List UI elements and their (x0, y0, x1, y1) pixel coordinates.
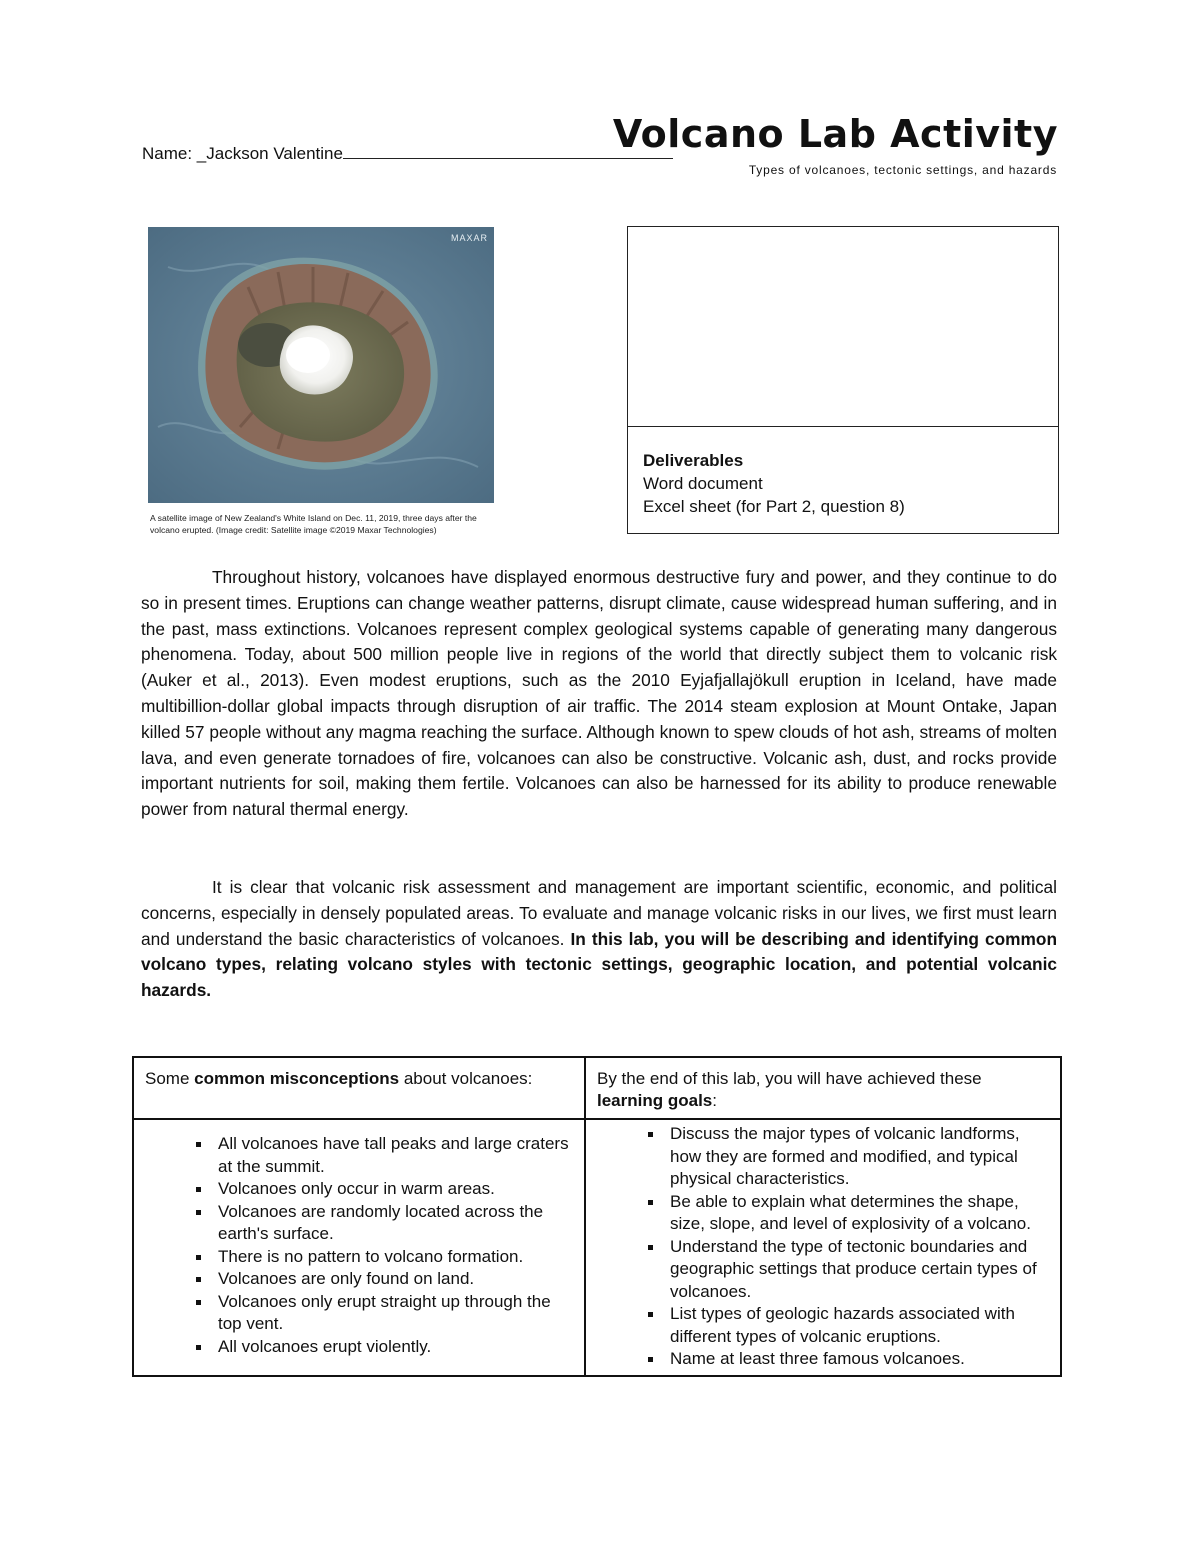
list-item-text: Volcanoes only occur in warm areas. (218, 1179, 495, 1198)
goals-cell (585, 1119, 1061, 1376)
list-item (600, 1348, 1050, 1371)
square-bullet-icon (648, 1357, 653, 1362)
list-item (148, 1133, 574, 1178)
list-item (600, 1303, 1050, 1348)
lab-purpose-bold-text: In this lab, you will be describing and identifying common volcano types, relating volcano styles with tectonic settings, geographic location, and potential volcanic hazards. (141, 928, 1058, 1001)
intro-paragraph (141, 565, 1057, 823)
header-bold-text: learning goals (597, 1091, 713, 1110)
square-bullet-icon (196, 1277, 201, 1282)
list-item-text: All volcanoes have tall peaks and large craters at the summit. (218, 1134, 569, 1176)
list-item (148, 1336, 574, 1359)
square-bullet-icon (196, 1142, 201, 1147)
deliverables-content (643, 449, 905, 518)
deliverables-title: Deliverables (643, 451, 744, 470)
page-title: Volcano Lab Activity (612, 112, 1058, 156)
header-text: By the end of this lab, you will have achieved these (597, 1069, 982, 1088)
square-bullet-icon (648, 1245, 653, 1250)
header-text: about volcanoes: (399, 1069, 533, 1088)
list-item-text: Be able to explain what determines the shape, size, slope, and level of explosivity of a volcano. (670, 1191, 1031, 1233)
deliverable-item: Excel sheet (for Part 2, question 8) (643, 497, 905, 516)
name-field (142, 144, 673, 164)
list-item-text: Volcanoes are randomly located across the earth's surface. (218, 1201, 544, 1243)
table-body-row (133, 1119, 1061, 1376)
lab-purpose-text: It is clear that volcanic risk assessment and management are important scientific, economic, and political concerns, especially in densely populated areas. To evaluate and manage volcanic risks in our lives, we first must learn and understand the basic characteristics of volcanoes. (141, 877, 1057, 949)
square-bullet-icon (196, 1210, 201, 1215)
list-item (148, 1178, 574, 1201)
misconceptions-list (134, 1120, 584, 1368)
list-item-text: Volcanoes only erupt straight up through the top vent. (218, 1291, 551, 1333)
intro-paragraph-text: Throughout history, volcanoes have displayed enormous destructive fury and power, and they continue to do so in present times. Eruptions can change weather patterns, disrupt climate, cause widespread human suffering, and in the past, mass extinctions. Volcanoes represent complex geological systems capable of generating many dangerous phenomena. Today, about 500 million people live in regions of the world that directly subject them to volcanic risk (Auker et al., 2013). Even modest eruptions, such as the 2010 Eyjafjallajökull eruption in Iceland, have made multibillion-dollar global impacts through disruption of air traffic. The 2014 steam explosion at Mount Ontake, Japan killed 57 people without any magma reaching the surface. Although known to spew clouds of hot ash, streams of molten lava, and even generate tornadoes of fire, volcanoes can also be constructive. Volcanic ash, dust, and rocks provide important nutrients for soil, making them fertile. Volcanoes can also be harnessed for its ability to produce renewable power from natural thermal energy. (141, 567, 1057, 820)
misconceptions-cell (133, 1119, 585, 1376)
list-item (148, 1268, 574, 1291)
square-bullet-icon (196, 1255, 201, 1260)
square-bullet-icon (648, 1132, 653, 1137)
list-item (600, 1123, 1050, 1191)
list-item-text: There is no pattern to volcano formation. (218, 1246, 524, 1266)
page-subtitle: Types of volcanoes, tectonic settings, and hazards (748, 163, 1057, 177)
image-caption: A satellite image of New Zealand's White Island on Dec. 11, 2019, three days after the volcano erupted. (Image credit: Satellite image ©2019 Maxar Technologies) (150, 513, 477, 535)
deliverable-item: Word document (643, 474, 763, 493)
square-bullet-icon (196, 1345, 201, 1350)
deliverables-box (627, 226, 1059, 534)
list-item-text: List types of geologic hazards associated with different types of volcanic eruptions. (670, 1304, 1015, 1346)
header-text: : (712, 1091, 717, 1110)
square-bullet-icon (648, 1312, 653, 1317)
header-bold-text: common misconceptions (194, 1069, 400, 1088)
goals-header (585, 1057, 1061, 1119)
list-item-text: Discuss the major types of volcanic landforms, how they are formed and modified, and typical physical characteristics. (670, 1124, 1020, 1188)
list-item-text: Name at least three famous volcanoes. (670, 1349, 965, 1368)
name-label: Name: _Jackson Valentine (142, 144, 343, 163)
misconceptions-header (133, 1057, 585, 1119)
list-item (600, 1236, 1050, 1304)
misconceptions-goals-table (132, 1056, 1062, 1377)
list-item-text: Volcanoes are only found on land. (218, 1269, 475, 1288)
header-text: Some (145, 1069, 195, 1088)
list-item (148, 1201, 574, 1246)
lab-purpose-paragraph (141, 875, 1057, 1004)
satellite-image (148, 227, 494, 503)
table-header-row (133, 1057, 1061, 1119)
deliverables-blank-area (628, 227, 1058, 427)
list-item (148, 1291, 574, 1336)
list-item-text: Understand the type of tectonic boundaries and geographic settings that produce certain types of volcanoes. (670, 1236, 1037, 1301)
maxar-watermark: MAXAR (450, 233, 488, 243)
list-item (148, 1246, 574, 1269)
learning-goals-list (586, 1120, 1060, 1375)
list-item-text: All volcanoes erupt violently. (218, 1336, 432, 1356)
square-bullet-icon (196, 1187, 201, 1192)
list-item (600, 1191, 1050, 1236)
square-bullet-icon (196, 1300, 201, 1305)
square-bullet-icon (648, 1200, 653, 1205)
